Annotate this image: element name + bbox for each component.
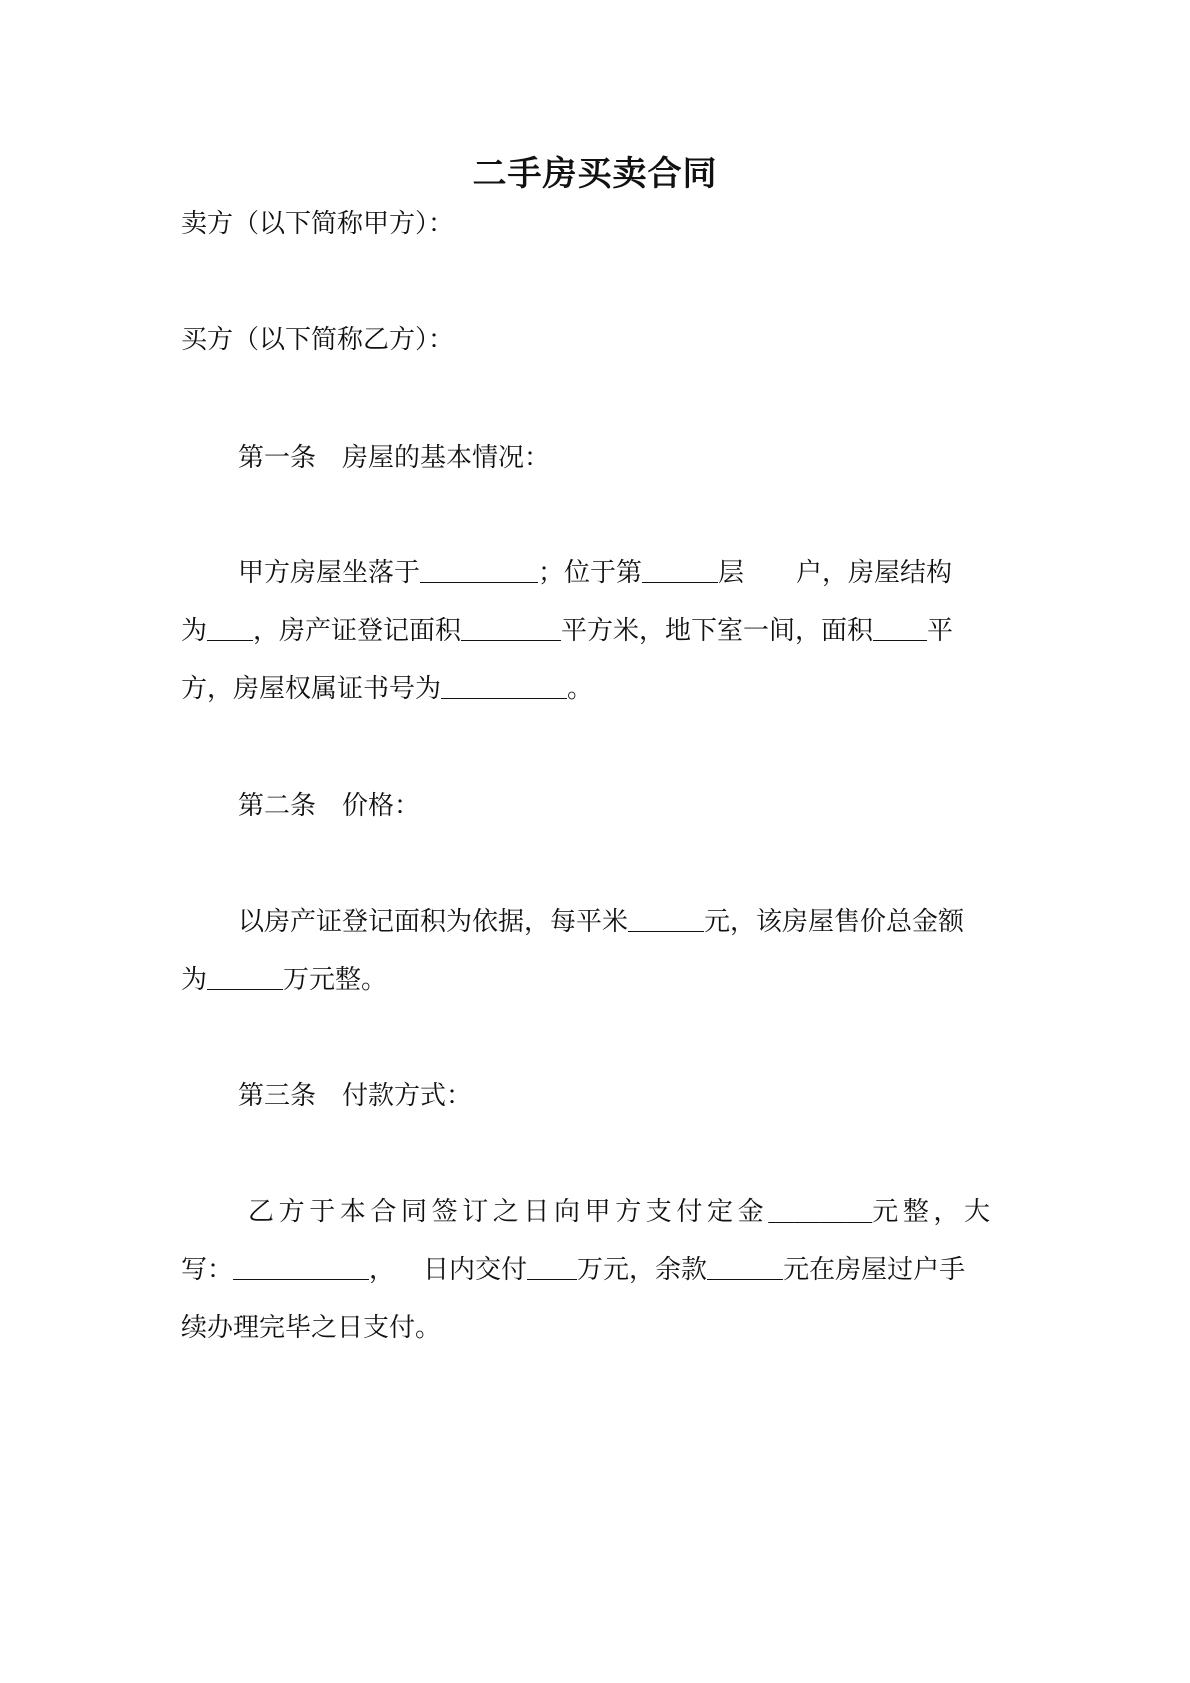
article-3-line-2: [181, 1252, 1017, 1288]
article-2-number: 第二条: [238, 791, 317, 821]
text-segment: 写：: [181, 1255, 234, 1285]
text-segment: 元，该房屋售价总金额: [704, 907, 965, 937]
text-segment: 平方米，地下室一间，面积: [561, 616, 874, 646]
text-segment: 以房产证登记面积为依据，每平米: [238, 907, 629, 937]
blank-certificate-number[interactable]: [441, 672, 567, 699]
blank-installment[interactable]: [527, 1253, 577, 1280]
article-1-number: 第一条: [238, 443, 317, 473]
text-segment: 平: [927, 616, 954, 646]
text-segment: 为: [181, 616, 208, 646]
article-1-title: 房屋的基本情况：: [342, 443, 551, 473]
article-1-line-2: [181, 613, 1017, 649]
article-1-line-1: [238, 555, 1018, 591]
text-segment: 元整，大: [872, 1197, 995, 1227]
article-3-number: 第三条: [238, 1081, 317, 1111]
document-title: 二手房买卖合同: [472, 154, 718, 194]
buyer-line: 买方（以下简称乙方）：: [181, 325, 455, 355]
text-segment: 方，房屋权属证书号为: [181, 674, 442, 704]
article-2-line-2: [181, 962, 1017, 998]
text-segment: 日内交付: [423, 1255, 528, 1285]
article-2-title: 价格：: [342, 791, 421, 821]
text-segment: 。: [567, 674, 594, 704]
text-segment: 乙方于本合同签订之日向甲方支付定金: [248, 1197, 769, 1227]
blank-deposit[interactable]: ＿＿＿＿: [768, 1197, 873, 1227]
article-3-title: 付款方式：: [342, 1081, 473, 1111]
text-segment: 元在房屋过户手: [783, 1255, 966, 1285]
blank-structure[interactable]: [207, 614, 253, 641]
article-1-line-3: [181, 671, 1017, 707]
blank-amount-in-words[interactable]: [233, 1253, 369, 1280]
blank-total-price[interactable]: [207, 963, 283, 990]
blank-location[interactable]: [420, 556, 538, 583]
text-segment: 甲方房屋坐落于: [238, 558, 421, 588]
blank-balance[interactable]: [707, 1253, 783, 1280]
article-2-heading: [238, 788, 1018, 824]
blank-floor[interactable]: [642, 556, 718, 583]
text-segment: 万元，余款: [577, 1255, 708, 1285]
blank-basement-area[interactable]: [873, 614, 927, 641]
blank-registered-area[interactable]: [461, 614, 561, 641]
article-3-line-3: 续办理完毕之日支付。: [181, 1313, 442, 1343]
text-segment: 户，房屋结构: [796, 558, 953, 588]
text-segment: 层: [718, 558, 745, 588]
article-3-heading: [238, 1078, 1018, 1114]
text-segment: ；位于第: [538, 558, 643, 588]
text-segment: ，房产证登记面积: [253, 616, 462, 646]
text-segment: ，: [369, 1255, 396, 1285]
text-segment: 为: [181, 965, 208, 995]
seller-line: 卖方（以下简称甲方）：: [181, 209, 455, 239]
article-1-heading: [238, 440, 1018, 476]
article-2-line-1: [238, 904, 1018, 940]
blank-price-per-sqm[interactable]: [628, 905, 704, 932]
article-3-line-1: [248, 1194, 1018, 1230]
text-segment: 万元整。: [283, 965, 388, 995]
